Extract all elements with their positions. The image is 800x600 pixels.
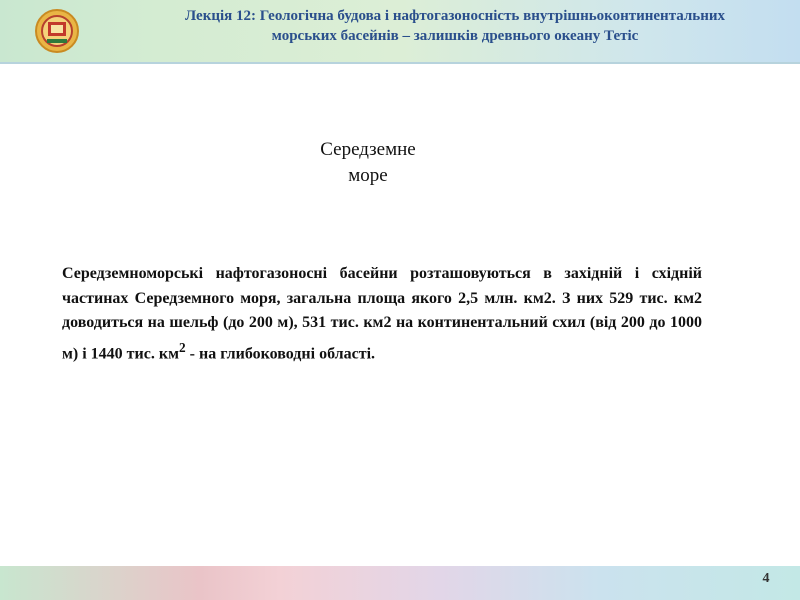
km-superscript: 2 (178, 339, 186, 355)
page-number: 4 (762, 571, 770, 586)
lecture-title-line2: морських басейнів – залишків древнього океану Тетіс (271, 28, 639, 44)
body-paragraph (62, 262, 702, 366)
body-paragraph-main: Середземноморські нафтогазоносні басейни розташовуються в західній і східній частинах Середземного моря, загальна площа якого 2,5 млн. км2. З них 529 тис. км2 доводиться на шельф (до 200 м), 531 тис. км2 на континентальний схил (від 200 до 1000 м) і 1440 тис. км (62, 265, 702, 362)
section-title-line1: Середземне (320, 139, 416, 160)
body-paragraph-end: - на глибоководні області. (185, 344, 376, 362)
university-crest-icon (34, 8, 80, 54)
section-title-line2: море (348, 165, 388, 186)
lecture-title (120, 6, 790, 46)
footer-bar (0, 566, 800, 600)
section-title (290, 137, 446, 189)
lecture-title-line1: Лекція 12: Геологічна будова і нафтогазоносність внутрішньоконтинентальних (184, 8, 726, 24)
header-bar (0, 0, 800, 64)
